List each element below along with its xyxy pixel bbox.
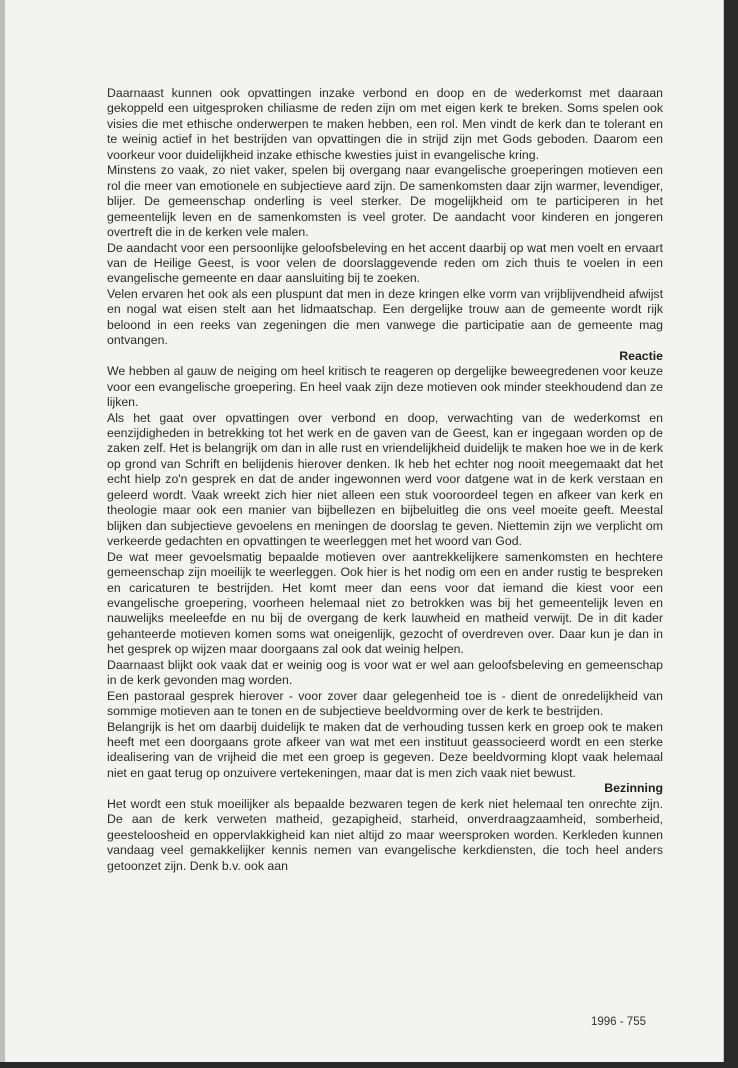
paragraph: Het wordt een stuk moeilijker als bepaalde bezwaren tegen de kerk niet helemaal ten onrechte zijn. De aan de kerk verweten matheid, gezapigheid, starheid, onverdraagzaamheid, somberheid, geesteloosheid en oppervlakkigheid kan niet altijd zo maar weersproken worden. Kerkleden kunnen vandaag veel gemakkelijker kennis nemen van evangelische kerkdiensten, die toch heel anders getoonzet zijn. Denk b.v. ook aan (107, 796, 663, 873)
paragraph: De wat meer gevoelsmatig bepaalde motieven over aantrekkelijkere samenkomsten en hechtere gemeenschap zijn moeilijk te weerleggen. Ook hier is het nodig om een en ander rustig te bespreken en caricaturen te bestrijden. Het komt meer dan eens voor dat iemand die kiest voor een evangelische groepering, voorheen helemaal niet zo betrokken was bij het gemeentelijk leven en nauwelijks meeleefde en nu bij de overgang de kerk lauwheid en matheid verwijt. De in dit kader gehanteerde motieven komen soms wat oneigenlijk, gezocht of overdreven over. Daar kun je dan in het gesprek op wijzen maar doorgaans zal ook dat weinig helpen. (107, 549, 663, 657)
paragraph: Minstens zo vaak, zo niet vaker, spelen bij overgang naar evangelische groeperingen motieven een rol die meer van emotionele en subjectieve aard zijn. De samenkomsten daar zijn warmer, levendiger, blijer. De gemeenschap onderling is veel sterker. De mogelijkheid om te participeren in het gemeentelijk leven en de samenkomsten is veel groter. De aandacht voor kinderen en jongeren overtreft die in de kerken vele malen. (107, 163, 663, 240)
scan-right-border (724, 0, 738, 1068)
paragraph: Belangrijk is het om daarbij duidelijk te maken dat de verhouding tussen kerk en groep ook te maken heeft met een doorgaans grote afkeer van wat met een instituut geassocieerd wordt en een sterke idealisering van de vrijheid die met een groep is gegeven. Deze beeldvorming klopt vaak helemaal niet en gaat terug op onzuivere vertekeningen, maar dat is men zich vaak niet bewust. (107, 719, 663, 780)
section-heading-bezinning: Bezinning (604, 781, 663, 796)
scan-bottom-border (0, 1062, 738, 1068)
article-body (107, 86, 663, 874)
paragraph: De aandacht voor een persoonlijke geloofsbeleving en het accent daarbij op wat men voelt en ervaart van de Heilige Geest, is voor velen de doorslaggevende reden om zich thuis te voelen in een evangelische gemeente en daar aansluiting bij te zoeken. (107, 240, 663, 286)
paragraph: Een pastoraal gesprek hierover - voor zover daar gelegenheid toe is - dient de onredelijkheid van sommige motieven aan te tonen en de subjectieve beeldvorming over de kerk te bestrijden. (107, 688, 663, 719)
paragraph: Als het gaat over opvattingen over verbond en doop, verwachting van de wederkomst en eenzijdigheden in betrekking tot het werk en de gaven van de Geest, kan er ingegaan worden op de zaken zelf. Het is belangrijk om dan in alle rust en vriendelijkheid duidelijk te maken hoe we in de kerk op grond van Schrift en belijdenis hierover denken. Ik heb het echter nog nooit meegemaakt dat het echt hielp zo'n gesprek en dat de ander ingewonnen werd voor datgene wat in de kerk verstaan en geleerd wordt. Vaak wreekt zich hier niet alleen een stuk vooroordeel tegen en afkeer van kerk en theologie maar ook een manier van bijbellezen en bijbeluitleg die ons veel moeite geeft. Meestal blijken dan subjectieve gevoelens en meningen de doorslag te geven. Niettemin zijn we verplicht om verkeerde gedachten en opvattingen te weerleggen met het woord van God. (107, 410, 663, 549)
paragraph: Daarnaast blijkt ook vaak dat er weinig oog is voor wat er wel aan geloofsbeleving en gemeenschap in de kerk gevonden mag worden. (107, 657, 663, 688)
paragraph: Velen ervaren het ook als een pluspunt dat men in deze kringen elke vorm van vrijblijvendheid afwijst en nogal wat eisen stelt aan het lidmaatschap. Een dergelijke trouw aan de gemeente wordt rijk beloond in een reeks van zegeningen die men vanwege die participatie aan de gemeente mag ontvangen. (107, 286, 663, 348)
paragraph: We hebben al gauw de neiging om heel kritisch te reageren op dergelijke beweegredenen voor keuze voor een evangelische groepering. En heel vaak zijn deze motieven ook minder steekhoudend dan ze lijken. (107, 364, 663, 410)
page-number: 1996 - 755 (591, 1016, 646, 1028)
paragraph: Daarnaast kunnen ook opvattingen inzake verbond en doop en de wederkomst met daaraan gekoppeld een uitgesproken chiliasme de reden zijn om met eigen kerk te breken. Soms spelen ook visies die met ethische onderwerpen te maken hebben, een rol. Men vindt de kerk dan te tolerant en te weinig actief in het bestrijden van opvattingen die in strijd zijn met Gods geboden. Daarom een voorkeur voor duidelijkheid inzake ethische kwesties juist in evangelische kring. (107, 86, 663, 162)
scan-left-shadow (0, 0, 5, 1062)
section-heading-reactie: Reactie (619, 348, 663, 363)
